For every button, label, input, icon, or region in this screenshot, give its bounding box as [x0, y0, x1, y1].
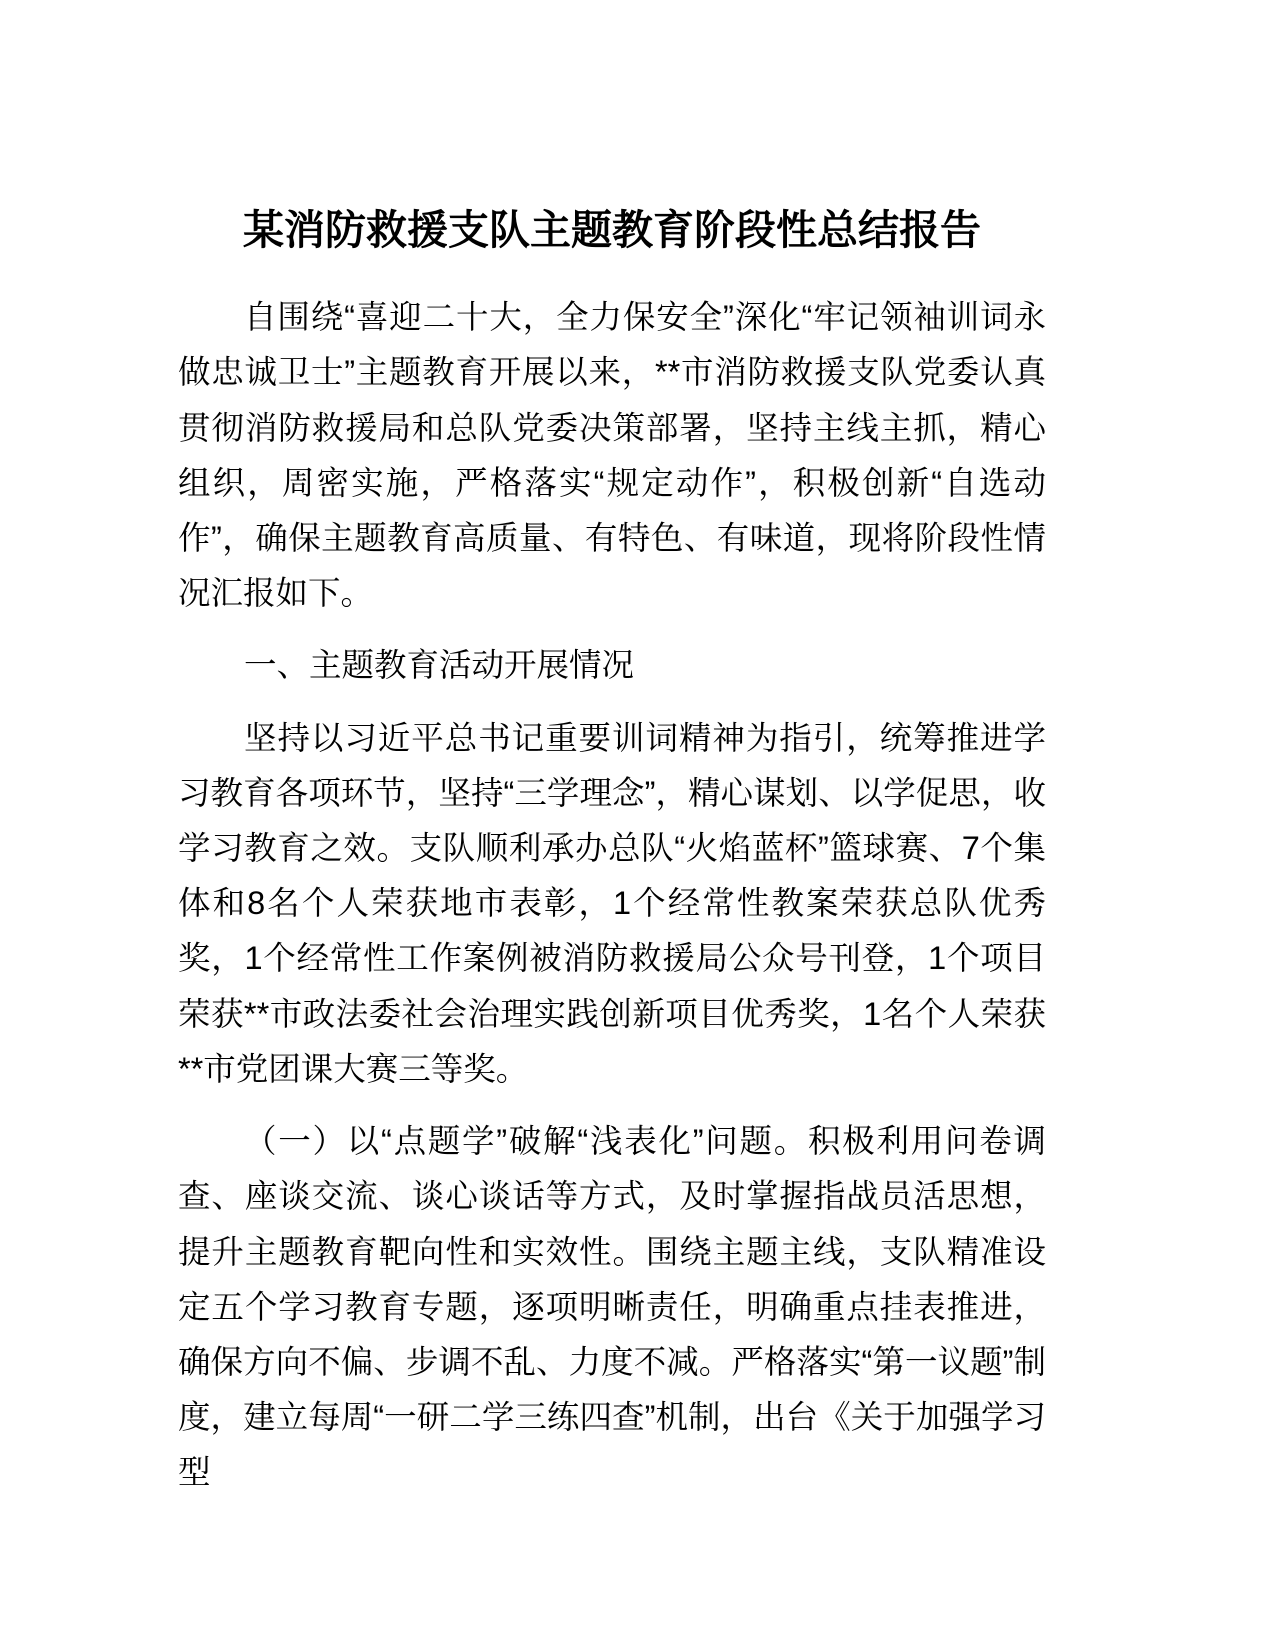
paragraph-subsection-1-1: （一）以“点题学”破解“浅表化”问题。积极利用问卷调查、座谈交流、谈心谈话等方式，及时掌握指战员活思想，提升主题教育靶向性和实效性。围绕主题主线，支队精准设定五个学习教育专题，逐项明晰责任，明确重点挂表推进，确保方向不偏、步调不乱、力度不减。严格落实“第一议题”制度，建立每周“一研二学三练四查”机制，出台《关于加强学习型	[178, 1123, 1046, 1491]
page-title: 某消防救援支队主题教育阶段性总结报告	[243, 207, 981, 253]
section-heading-1: 一、主题教育活动开展情况	[244, 647, 635, 684]
document-body	[178, 0, 1046, 1501]
paragraph-intro: 自围绕“喜迎二十大，全力保安全”深化“牢记领袖训词永做忠诚卫士”主题教育开展以来，**市消防救援支队党委认真贯彻消防救援局和总队党委决策部署，坚持主线主抓，精心组织，周密实施，严格落实“规定动作”，积极创新“自选动作”，确保主题教育高质量、有特色、有味道，现将阶段性情况汇报如下。	[178, 299, 1046, 612]
paragraph-section-1-body: 坚持以习近平总书记重要训词精神为指引，统筹推进学习教育各项环节，坚持“三学理念”，精心谋划、以学促思，收学习教育之效。支队顺利承办总队“火焰蓝杯”篮球赛、7个集体和8名个人荣获地市表彰，1个经常性教案荣获总队优秀奖，1个经常性工作案例被消防救援局公众号刊登，1个项目荣获**市政法委社会治理实践创新项目优秀奖，1名个人荣获**市党团课大赛三等奖。	[178, 719, 1046, 1087]
